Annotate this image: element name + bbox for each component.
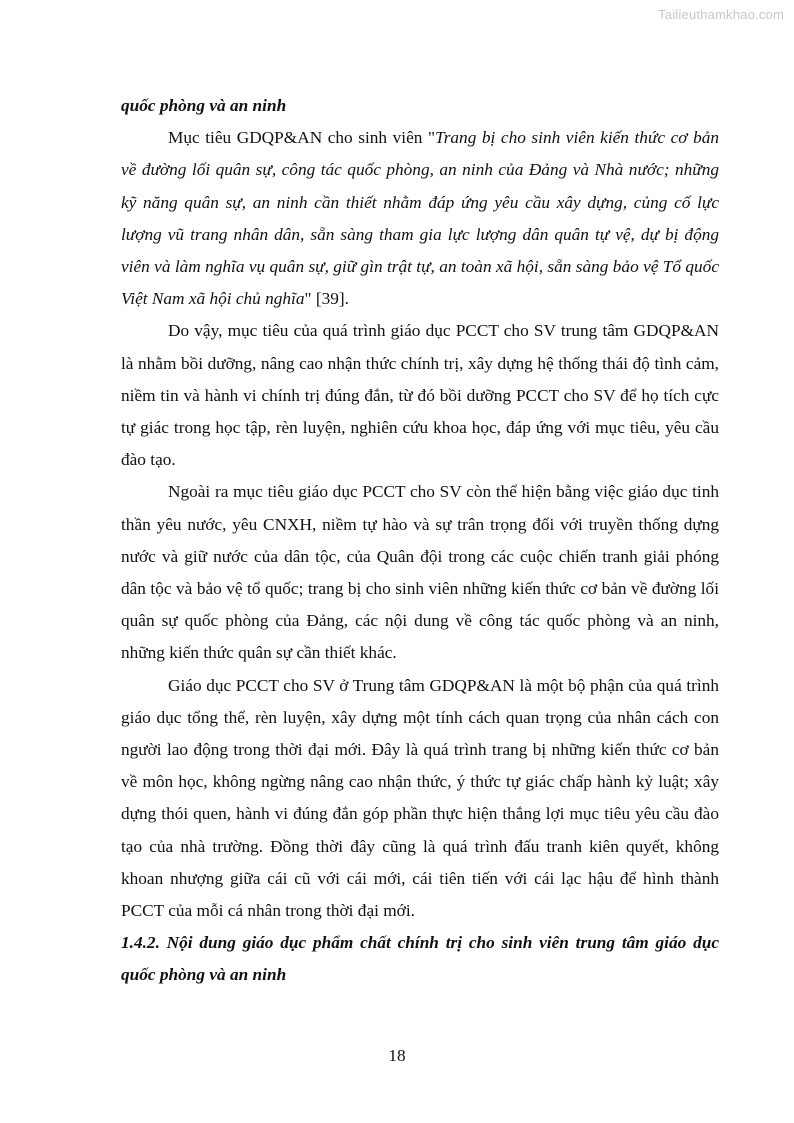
page-number: 18 <box>388 1046 406 1065</box>
section-heading: 1.4.2. Nội dung giáo dục phẩm chất chính trị cho sinh viên trung tâm giáo dục quốc phòng và an ninh <box>121 933 719 985</box>
paragraph-objective-citation: " [39]. <box>304 289 350 309</box>
paragraph-4: Giáo dục PCCT cho SV ở Trung tâm GDQP&AN là một bộ phận của quá trình giáo dục tổng thể, rèn luyện, xây dựng một tính cách quan trọng của nhân cách con người lao động trong thời đại mới. Đây là quá trình trang bị những kiến thức cơ bản về môn học, không ngừng nâng cao nhận thức, ý thức tự giác chấp hành kỷ luật; xây dựng thói quen, hành vi đúng đắn góp phần thực hiện thắng lợi mục tiêu yêu cầu đào tạo của nhà trường. Đồng thời đây cũng là quá trình đấu tranh kiên quyết, không khoan nhượng giữa cái cũ với cái mới, cái tiên tiến với cái lạc hậu để hình thành PCCT của mỗi cá nhân trong thời đại mới. <box>121 675 719 921</box>
watermark: Tailieuthamkhao.com <box>658 7 784 22</box>
paragraph-3: Ngoài ra mục tiêu giáo dục PCCT cho SV còn thể hiện bằng việc giáo dục tinh thần yêu nước, yêu CNXH, niềm tự hào và sự trân trọng đối với truyền thống dựng nước và giữ nước của dân tộc, của Quân đội trong các cuộc chiến tranh giải phóng dân tộc và bảo vệ tổ quốc; trang bị cho sinh viên những kiến thức cơ bản về đường lối quân sự quốc phòng của Đảng, các nội dung về công tác quốc phòng và an ninh, những kiến thức quân sự cần thiết khác. <box>121 482 719 663</box>
heading-continuation: quốc phòng và an ninh <box>121 96 287 115</box>
paragraph-objective-lead: Mục tiêu GDQP&AN cho sinh viên " <box>168 128 436 148</box>
paragraph-2: Do vậy, mục tiêu của quá trình giáo dục PCCT cho SV trung tâm GDQP&AN là nhằm bồi dưỡng, nâng cao nhận thức chính trị, xây dựng hệ thống thái độ tình cảm, niềm tin và hành vi chính trị đúng đắn, từ đó bồi dưỡng PCCT cho SV để họ tích cực tự giác trong học tập, rèn luyện, nghiên cứu khoa học, đáp ứng với mục tiêu, yêu cầu đào tạo. <box>121 321 719 470</box>
paragraph-objective-quote: Trang bị cho sinh viên kiến thức cơ bản về đường lối quân sự, công tác quốc phòng, an ninh của Đảng và Nhà nước; những kỹ năng quân sự, an ninh cần thiết nhằm đáp ứng yêu cầu xây dựng, củng cố lực lượng vũ trang nhân dân, sẵn sàng tham gia lực lượng dân quân tự vệ, dự bị động viên và làm nghĩa vụ quân sự, giữ gìn trật tự, an toàn xã hội, sẵn sàng bảo vệ Tổ quốc Việt Nam xã hội chủ nghĩa <box>121 128 719 309</box>
paragraph-objective <box>121 122 719 315</box>
page-body <box>121 90 719 992</box>
